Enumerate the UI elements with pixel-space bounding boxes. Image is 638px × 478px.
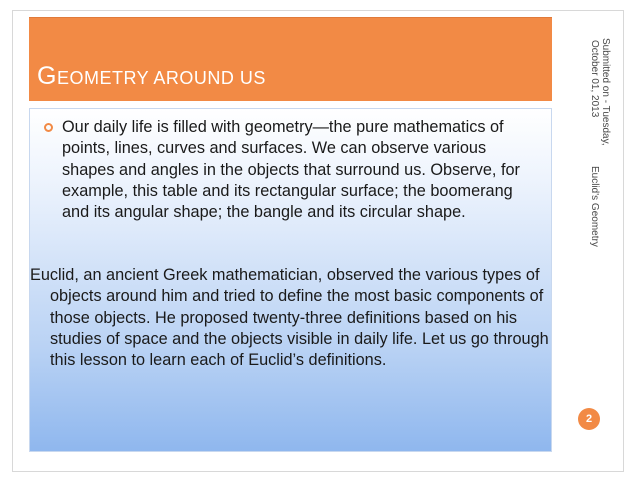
title-bar — [29, 17, 552, 101]
bullet-item — [38, 117, 542, 223]
paragraph-block — [30, 265, 560, 371]
content-box — [29, 108, 552, 452]
bullet-text: Our daily life is filled with geometry—the pure mathematics of points, lines, curves and surfaces. We can observe various shapes and angles in the objects that surround us. Observe, for example, this table and its rectangular surface; the boomerang and its angular shape; the bangle and its circular shape. — [62, 118, 520, 222]
title-initial: G — [37, 62, 57, 90]
submitted-line-2: October 01, 2013 — [589, 40, 600, 118]
hollow-circle-bullet-icon — [38, 123, 58, 132]
page-number-badge: 2 — [578, 408, 600, 430]
course-name: Euclid's Geometry — [589, 166, 600, 247]
paragraph-text: Euclid, an ancient Greek mathematician, observed the various types of objects around him and tried to define the most basic components of those objects. He proposed twenty-three definitions based on his studies of space and the objects visible in daily life. Let us go through this lesson to learn each of Euclid’s definitions. — [30, 266, 549, 370]
slide-title — [37, 55, 266, 92]
submitted-line-1: Submitted on - Tuesday, — [600, 38, 611, 146]
title-rest: EOMETRY AROUND US — [56, 68, 266, 88]
